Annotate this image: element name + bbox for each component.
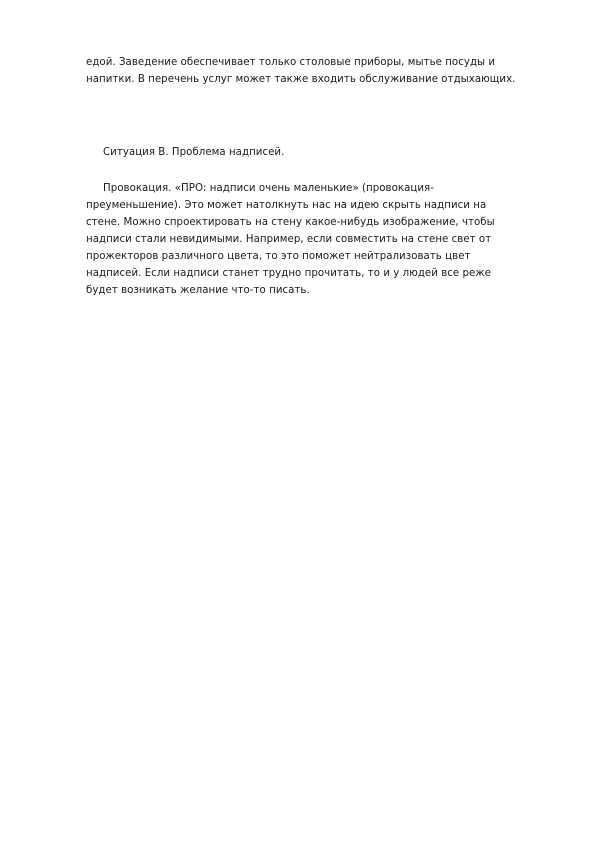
text-line: Провокация. «ПРО: надписи очень маленькие» (провокация- — [103, 183, 434, 194]
section-heading — [86, 144, 556, 161]
heading-text: Ситуация В. Проблема надписей. — [103, 147, 285, 158]
text-line: прожекторов различного цвета, то это поможет нейтрализовать цвет — [86, 251, 471, 262]
text-line: напитки. В перечень услуг может также входить обслуживание отдыхающих. — [86, 74, 516, 85]
text-line: будет возникать желание что-то писать. — [86, 285, 310, 296]
text-line: преуменьшение). Это может натолкнуть нас на идею скрыть надписи на — [86, 200, 487, 211]
paragraph-continuation — [86, 54, 556, 88]
text-line: стене. Можно спроектировать на стену какое-нибудь изображение, чтобы — [86, 217, 495, 228]
text-line: едой. Заведение обеспечивает только столовые приборы, мытье посуды и — [86, 57, 496, 68]
text-line: надписей. Если надписи станет трудно прочитать, то и у людей все реже — [86, 268, 491, 279]
text-line: надписи стали невидимыми. Например, если совместить на стене свет от — [86, 234, 492, 245]
paragraph-provocation — [86, 180, 556, 299]
